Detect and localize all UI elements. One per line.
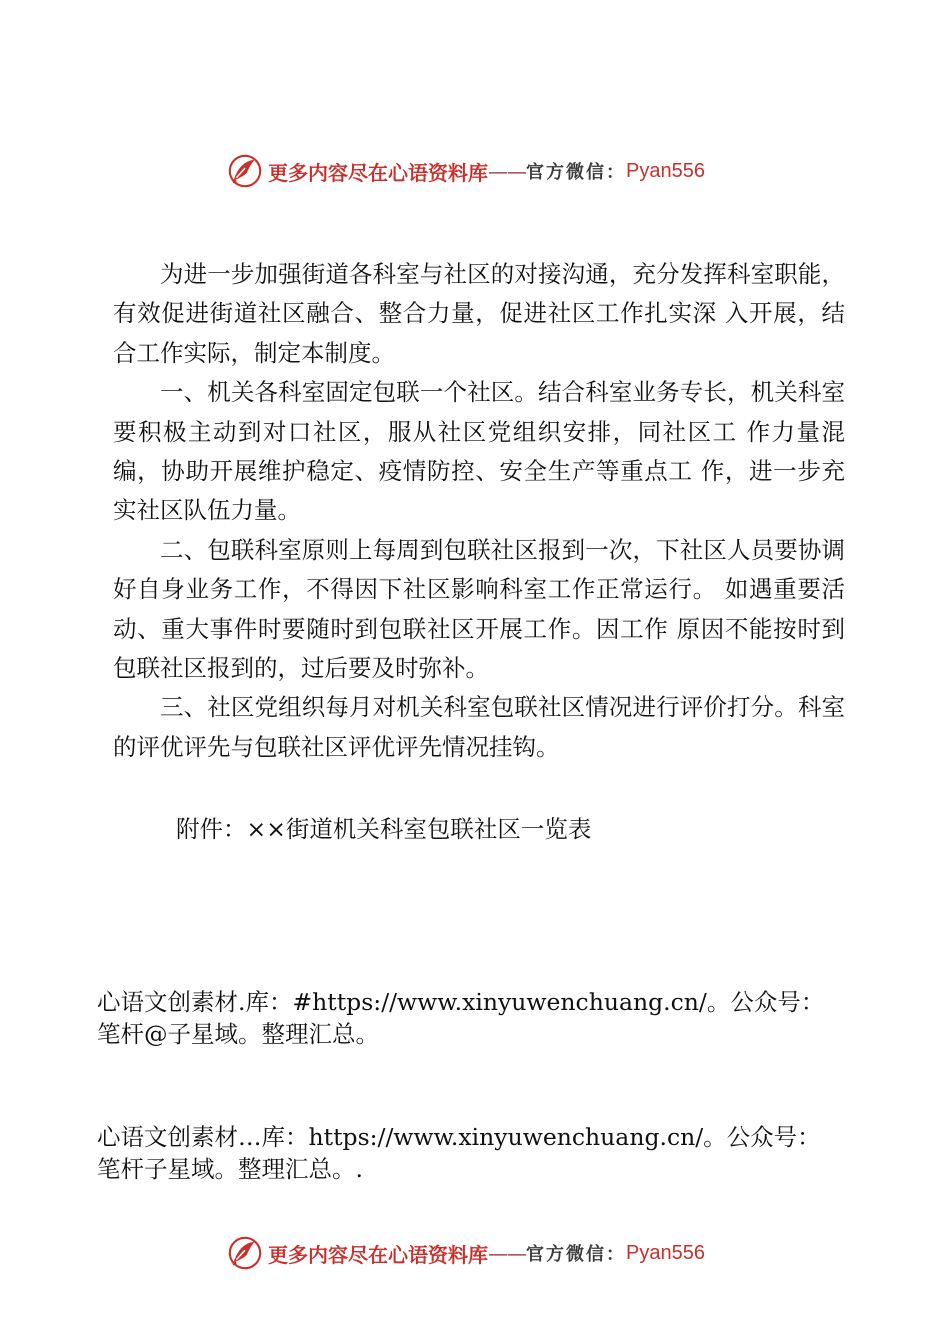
wechat-label: 官方微信： bbox=[526, 162, 626, 183]
banner-dash: —— bbox=[488, 1241, 526, 1265]
banner-dash: —— bbox=[488, 159, 526, 183]
pen-logo-icon bbox=[226, 152, 264, 190]
footer-note-2: 心语文创素材…库：https://www.xinyuwenchuang.cn/。公众号：笔杆子星域。整理汇总。. bbox=[97, 1123, 821, 1183]
document-body bbox=[113, 255, 845, 767]
wechat-id: Pyan556 bbox=[626, 159, 705, 182]
wechat-id: Pyan556 bbox=[626, 1241, 705, 1264]
footer-banner bbox=[226, 1233, 705, 1273]
intro-paragraph: 为进一步加强街道各科室与社区的对接沟通，充分发挥科室职能，有效促进街道社区融合、整合力量，促进社区工作扎实深 入开展，结合工作实际，制定本制度。 bbox=[113, 260, 845, 367]
rule-paragraph-1: 一、机关各科室固定包联一个社区。结合科室业务专长，机关科室要积极主动到对口社区，服从社区党组织安排，同社区工 作力量混编，协助开展维护稳定、疫情防控、安全生产等重点工 作，进一步充实社区队伍力量。 bbox=[113, 378, 845, 525]
wechat-label: 官方微信： bbox=[526, 1244, 626, 1265]
pen-logo-icon bbox=[226, 1234, 264, 1272]
rule-paragraph-2: 二、包联科室原则上每周到包联社区报到一次，下社区人员要协调好自身业务工作，不得因下社区影响科室工作正常运行。 如遇重要活动、重大事件时要随时到包联社区开展工作。因工作 原因不能按时到包联社区报到的，过后要及时弥补。 bbox=[113, 535, 845, 683]
promo-text: 更多内容尽在心语资料库 bbox=[268, 160, 488, 185]
rule-paragraph-3: 三、社区党组织每月对机关科室包联社区情况进行评价打分。科室的评优评先与包联社区评优评先情况挂钩。 bbox=[113, 693, 845, 761]
footer-note-1: 心语文创素材.库：#https://www.xinyuwenchuang.cn/。公众号：笔杆@子星域。整理汇总。 bbox=[97, 988, 825, 1048]
header-banner bbox=[226, 151, 705, 191]
attachment-line: 附件：××街道机关科室包联社区一览表 bbox=[176, 815, 592, 843]
promo-text: 更多内容尽在心语资料库 bbox=[268, 1242, 488, 1267]
